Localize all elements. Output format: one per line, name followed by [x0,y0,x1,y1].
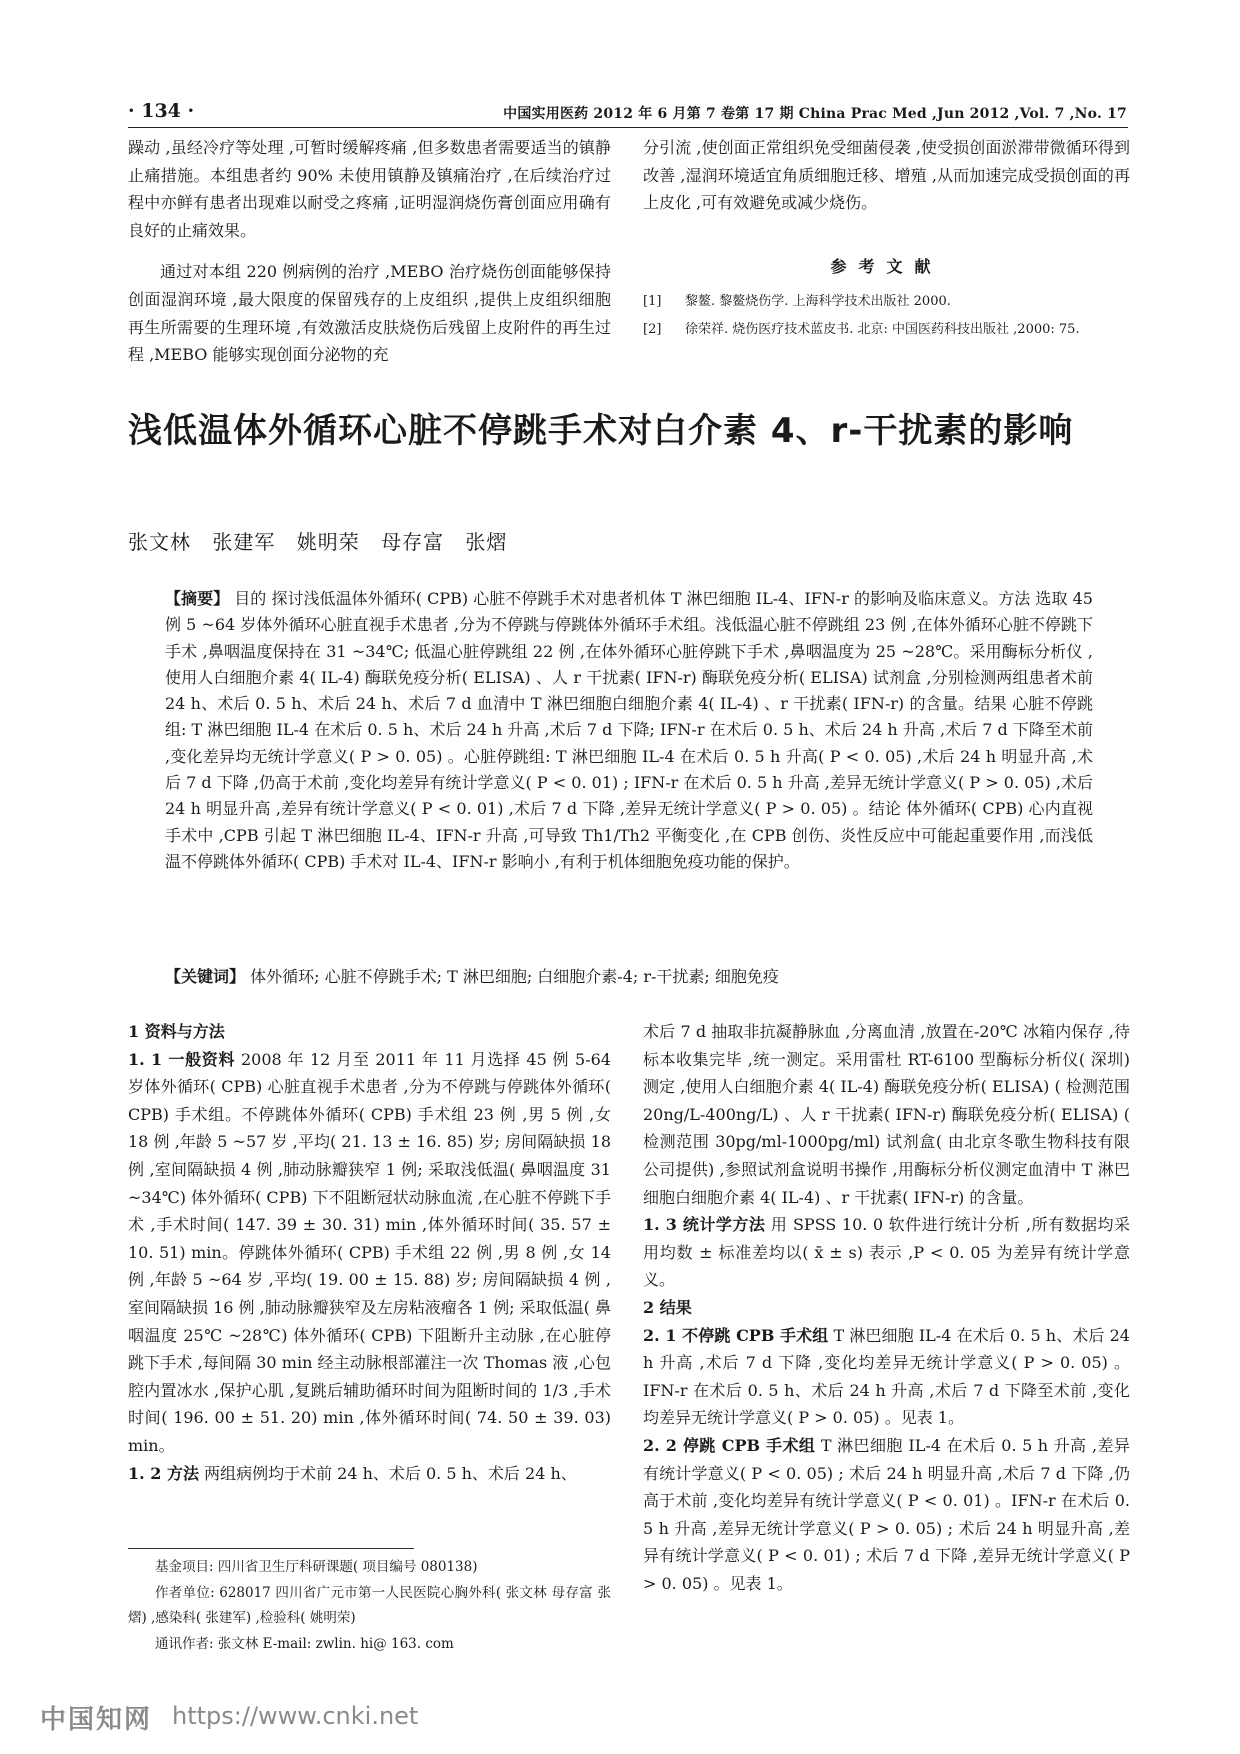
section-1-2 [128,1460,611,1488]
section-2-2-label: 2. 2 停跳 CPB 手术组 [643,1435,816,1455]
section-1-2-continued: 术后 7 d 抽取非抗凝静脉血 ,分离血清 ,放置在-20℃ 冰箱内保存 ,待标本收集完毕 ,统一测定。采用雷杜 RT-6100 型酶标分析仪( 深圳) 测定 ,使用人白细胞介素 4( IL-4) 酶联免疫分析( ELISA) ( 检测范围 20ng/L-400ng/L) 、人 r 干扰素( IFN-r) 酶联免疫分析( ELISA) ( 检测范围 30pg/ml-1000pg/ml) 试剂盒( 由北京冬歌生物科技有限公司提供) ,参照试剂盒说明书操作 ,用酶标分析仪测定血清中 T 淋巴细胞白细胞介素 4( IL-4) 、r 干扰素( IFN-r) 的含量。 [643,1022,1130,1207]
keywords-text: 体外循环; 心脏不停跳手术; T 淋巴细胞; 白细胞介素-4; r-干扰素; 细胞免疫 [250,967,779,986]
section-1-3-text: 用 SPSS 10. 0 软件进行统计分析 ,所有数据均采用均数 ± 标准差均以( x̄ ± s) 表示 ,P < 0. 05 为差异有统计学意义。 [643,1215,1131,1290]
abstract-block [165,586,1093,875]
cnki-url: https://www.cnki.net [172,1702,419,1730]
footnote-rule [128,1548,414,1549]
keywords-paragraph [165,964,1093,990]
footnotes [128,1555,611,1657]
abstract-text: 目的 探讨浅低温体外循环( CPB) 心脏不停跳手术对患者机体 T 淋巴细胞 IL-4、IFN-r 的影响及临床意义。方法 选取 45 例 5 ~64 岁体外循环心脏直视手术患者 ,分为不停跳与停跳体外循环手术组。浅低温心脏不停跳组 23 例 ,在体外循环心脏不停跳下手术 ,鼻咽温度保持在 31 ~34℃; 低温心脏停跳组 22 例 ,在体外循环心脏停跳下手术 ,鼻咽温度为 25 ~28℃。采用酶标分析仪 ,使用人白细胞介素 4( IL-4) 酶联免疫分析( ELISA) 、人 r 干扰素( IFN-r) 酶联免疫分析( ELISA) 试剂盒 ,分别检测两组患者术前 24 h、术后 0. 5 h、术后 24 h、术后 7 d 血清中 T 淋巴细胞白细胞介素 4( IL-4) 、r 干扰素( IFN-r) 的含量。结果 心脏不停跳组: T 淋巴细胞 IL-4 在术后 0. 5 h、术后 24 h 升高 ,术后 7 d 下降; IFN-r 在术后 0. 5 h、术后 24 h 升高 ,术后 7 d 下降至术前 ,变化差异均无统计学意义( P > 0. 05) 。心脏停跳组: T 淋巴细胞 IL-4 在术后 0. 5 h 升高( P < 0. 05) ,术后 24 h 明显升高 ,术后 7 d 下降 ,仍高于术前 ,变化均差异有统计学意义( P < 0. 01) ; IFN-r 在术后 0. 5 h 升高 ,差异无统计学意义( P > 0. 05) ,术后 24 h 明显升高 ,差异有统计学意义( P < 0. 01) ,术后 7 d 下降 ,差异无统计学意义( P > 0. 05) 。结论 体外循环( CPB) 心内直视手术中 ,CPB 引起 T 淋巴细胞 IL-4、IFN-r 升高 ,可导致 Th1/Th2 平衡变化 ,在 CPB 创伤、炎性反应中可能起重要作用 ,而浅低温不停跳体外循环( CPB) 手术对 IL-4、IFN-r 影响小 ,有利于机体细胞免疫功能的保护。 [165,589,1093,871]
prev-article-left-column [128,134,611,369]
reference-item [643,318,1130,342]
body-left-column [128,1018,611,1487]
reference-number: [1] [643,294,662,309]
section-1-1-text: 2008 年 12 月至 2011 年 11 月选择 45 例 5-64 岁体外循环( CPB) 心脏直视手术患者 ,分为不停跳与停跳体外循环( CPB) 手术组。不停跳体外循环( CPB) 手术组 23 例 ,男 5 例 ,女 18 例 ,年龄 5 ~57 岁 ,平均( 21. 13 ± 16. 85) 岁; 房间隔缺损 18 例 ,室间隔缺损 4 例 ,肺动脉瓣狭窄 1 例; 采取浅低温( 鼻咽温度 31 ~34℃) 体外循环( CPB) 下不阻断冠状动脉血流 ,在心脏不停跳下手术 ,手术时间( 147. 39 ± 30. 31) min ,体外循环时间( 35. 57 ± 10. 51) min。停跳体外循环( CPB) 手术组 22 例 ,男 8 例 ,女 14 例 ,年龄 5 ~64 岁 ,平均( 19. 00 ± 15. 88) 岁; 房间隔缺损 4 例 ,室间隔缺损 16 例 ,肺动脉瓣狭窄及左房粘液瘤各 1 例; 采取低温( 鼻咽温度 25℃ ~28℃) 体外循环( CPB) 下阻断升主动脉 ,在心脏停跳下手术 ,每间隔 30 min 经主动脉根部灌注一次 Thomas 液 ,心包腔内置冰水 ,保护心肌 ,复跳后辅助循环时间为阻断时间的 1/3 ,手术时间( 196. 00 ± 51. 20) min ,体外循环时间( 74. 50 ± 39. 03) min。 [128,1049,611,1455]
prev-paragraph-1: 躁动 ,虽经冷疗等处理 ,可暂时缓解疼痛 ,但多数患者需要适当的镇静止痛措施。本组患者约 90% 未使用镇静及镇痛治疗 ,在后续治疗过程中亦鲜有患者出现难以耐受之疼痛 ,证明湿润烧伤膏创面应用确有良好的止痛效果。 [128,138,611,240]
section-1-2-label: 1. 2 方法 [128,1463,199,1483]
page-number: · 134 · [128,100,195,122]
reference-item [643,290,1130,314]
references-heading: 参考文献 [830,257,943,276]
article-authors: 张文林 张建军 姚明荣 母存富 张熠 [128,530,508,554]
section-1-1 [128,1046,611,1460]
section-1-3 [643,1211,1130,1294]
section-heading-1: 1 资料与方法 [128,1022,225,1041]
section-heading-2: 2 结果 [643,1297,692,1317]
section-2-1-text: T 淋巴细胞 IL-4 在术后 0. 5 h、术后 24 h 升高 ,术后 7 d 下降 ,变化均差异无统计学意义( P > 0. 05) 。IFN-r 在术后 0. 5 h、术后 24 h 升高 ,术后 7 d 下降至术前 ,变化均差异无统计学意义( P > 0. 05) 。见表 1。 [643,1325,1130,1428]
prev-article-right-column [643,134,1130,217]
section-2-1-label: 2. 1 不停跳 CPB 手术组 [643,1325,829,1345]
body-right-column [643,1018,1130,1597]
reference-number: [2] [643,322,662,337]
prev-paragraph-3: 分引流 ,使创面正常组织免受细菌侵袭 ,使受损创面淤滞带微循环得到改善 ,湿润环境适宜角质细胞迁移、增殖 ,从而加速完成受损创面的再上皮化 ,可有效避免或减少烧伤。 [643,138,1130,213]
reference-text: 徐荣祥. 烧伤医疗技术蓝皮书. 北京: 中国医药科技出版社 ,2000: 75. [685,322,1080,337]
article-title: 浅低温体外循环心脏不停跳手术对白介素 4、r-干扰素的影响 [128,411,1074,451]
footnote-affiliation: 作者单位: 628017 四川省广元市第一人民医院心胸外科( 张文林 母存富 张熠) ,感染科( 张建军) ,检验科( 姚明荣) [128,1584,611,1626]
prev-paragraph-2: 通过对本组 220 例病例的治疗 ,MEBO 治疗烧伤创面能够保持创面湿润环境 ,最大限度的保留残存的上皮组织 ,提供上皮组织细胞再生所需要的生理环境 ,有效激活皮肤烧伤后残留上皮附件的再生过程 ,MEBO 能够实现创面分泌物的充 [128,262,611,365]
abstract-label: 【摘要】 [165,589,230,608]
footnote-fund: 基金项目: 四川省卫生厅科研课题( 项目编号 080138) [155,1559,478,1575]
section-1-2-text: 两组病例均于术前 24 h、术后 0. 5 h、术后 24 h、 [204,1463,577,1483]
section-1-3-label: 1. 3 统计学方法 [643,1215,766,1235]
section-2-2-text: T 淋巴细胞 IL-4 在术后 0. 5 h 升高 ,差异有统计学意义( P < 0. 05) ; 术后 24 h 明显升高 ,术后 7 d 下降 ,仍高于术前 ,变化均差异有统计学意义( P < 0. 01) 。IFN-r 在术后 0. 5 h 升高 ,差异无统计学意义( P > 0. 05) ; 术后 24 h 明显升高 ,差异有统计学意义( P < 0. 01) ; 术后 7 d 下降 ,差异无统计学意义( P > 0. 05) 。见表 1。 [643,1435,1130,1593]
section-1-1-label: 1. 1 一般资料 [128,1049,236,1069]
references-list [643,290,1130,342]
reference-text: 黎鳌. 黎鳌烧伤学. 上海科学技术出版社 2000. [685,294,951,309]
keywords-block [165,964,1093,990]
section-2-2 [643,1432,1130,1598]
keywords-label: 【关键词】 [165,967,246,986]
section-2-1 [643,1322,1130,1432]
journal-header: 中国实用医药 2012 年 6 月第 7 卷第 17 期 China Prac Med ,Jun 2012 ,Vol. 7 ,No. 17 [503,106,1127,122]
header-rule [128,127,1128,128]
cnki-logo: 中国知网 [40,1705,153,1735]
footnote-correspondence: 通讯作者: 张文林 E-mail: zwlin. hi@ 163. com [155,1635,454,1652]
abstract-paragraph [165,586,1093,875]
